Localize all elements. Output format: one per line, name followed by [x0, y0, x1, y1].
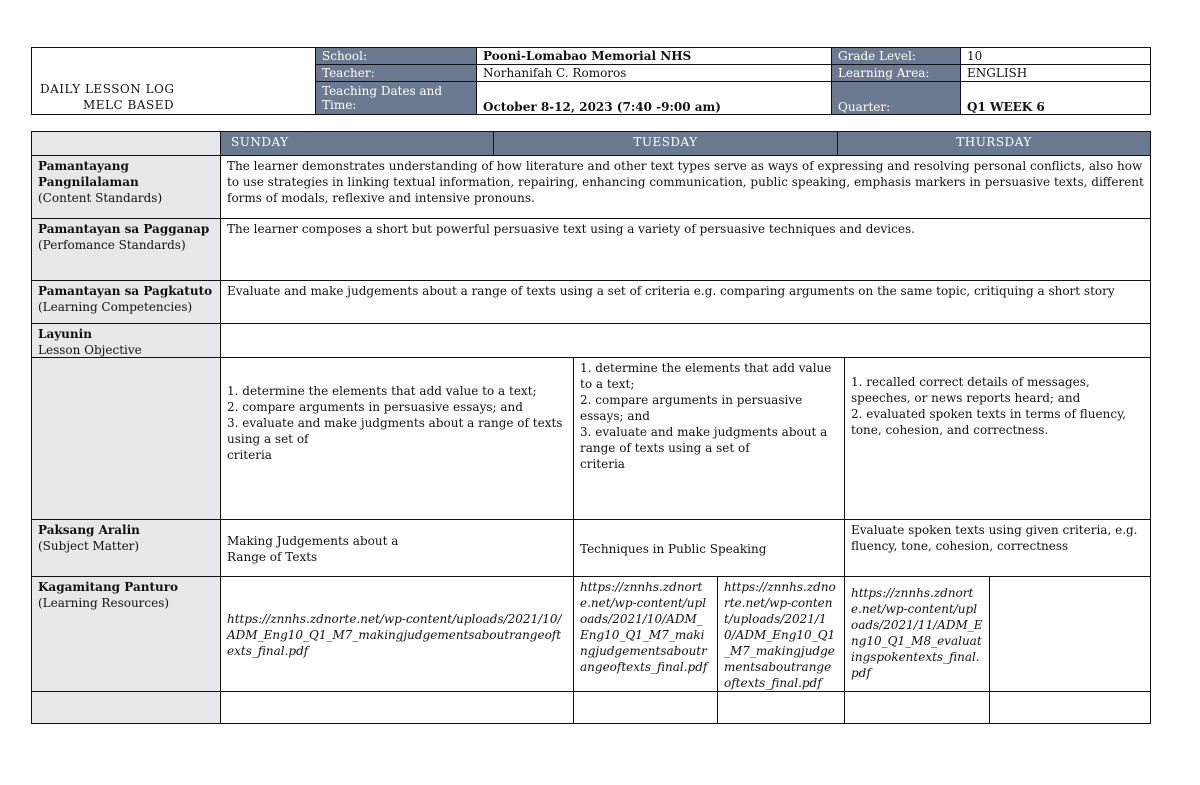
teacher-value: Norhanifah C. Romoros — [476, 64, 832, 82]
last-row-thursday — [844, 691, 990, 724]
objectives-tuesday: 1. determine the elements that add value to a text; 2. compare arguments in persuasive essays; and 3. evaluate and make judgments about a range of texts using a set of criteria — [573, 357, 845, 520]
school-value: Pooni-Lomabao Memorial NHS — [476, 47, 832, 65]
quarter-value: Q1 WEEK 6 — [960, 81, 1151, 115]
performance-standards-sub: (Perfomance Standards) — [38, 238, 186, 252]
objectives-sunday: 1. determine the elements that add value to a text; 2. compare arguments in persuasive essays; and 3. evaluate and make judgments about a range of texts using a set of criteria — [220, 357, 574, 520]
resource-link-sunday[interactable]: https://znnhs.zdnorte.net/wp-content/uploads/2021/10/ADM_Eng10_Q1_M7_makingjudgementsaboutrangeoftexts_final.pdf — [220, 576, 574, 692]
objective-label — [31, 323, 221, 358]
last-row-sunday — [220, 691, 574, 724]
objectives-detail-label — [31, 357, 221, 520]
last-row-extra — [989, 691, 1151, 724]
grade-label: Grade Level: — [831, 47, 961, 65]
subject-tuesday: Techniques in Public Speaking — [573, 519, 845, 577]
subject-matter-title: Paksang Aralin — [38, 523, 140, 537]
resources-label — [31, 576, 221, 692]
area-value: ENGLISH — [960, 64, 1151, 82]
content-standards-label — [31, 155, 221, 219]
resources-sub: (Learning Resources) — [38, 596, 170, 610]
objective-sub: Lesson Objective — [38, 343, 142, 357]
quarter-label: Quarter: — [831, 81, 961, 115]
objective-blank — [220, 323, 1151, 358]
teacher-label: Teacher: — [315, 64, 477, 82]
day-header-blank — [31, 131, 221, 156]
performance-standards-text: The learner composes a short but powerful persuasive text using a variety of persuasive techniques and devices. — [220, 218, 1151, 281]
competencies-title: Pamantayan sa Pagkatuto — [38, 284, 213, 298]
competencies-sub: (Learning Competencies) — [38, 300, 193, 314]
competencies-text: Evaluate and make judgements about a range of texts using a set of criteria e.g. comparing arguments on the same topic, critiquing a short story — [220, 280, 1151, 324]
grade-value: 10 — [960, 47, 1151, 65]
content-standards-title: Pamantayang Pangnilalaman — [38, 159, 139, 189]
area-label: Learning Area: — [831, 64, 961, 82]
performance-standards-title: Pamantayan sa Pagganap — [38, 222, 210, 236]
subject-matter-label — [31, 519, 221, 577]
resource-blank — [989, 576, 1151, 692]
day-tuesday: TUESDAY — [493, 131, 838, 156]
content-standards-sub: (Content Standards) — [38, 191, 163, 205]
last-row-tuesday-b — [717, 691, 845, 724]
content-standards-text: The learner demonstrates understanding of how literature and other text types serve as ways of expressing and resolving personal conflicts, also how to use strategies in linking textual information, repairing, enhancing communication, public speaking, emphasis markers in persuasive texts, different forms of modals, reflexive and intensive pronouns. — [220, 155, 1151, 219]
log-title-line1: DAILY LESSON LOG — [40, 82, 175, 96]
subject-thursday: Evaluate spoken texts using given criteria, e.g. fluency, tone, cohesion, correctness — [844, 519, 1151, 577]
subject-sunday: Making Judgements about a Range of Texts — [220, 519, 574, 577]
log-title-line2: MELC BASED — [83, 98, 175, 112]
performance-standards-label — [31, 218, 221, 281]
resources-title: Kagamitang Panturo — [38, 580, 179, 594]
school-label: School: — [315, 47, 477, 65]
resource-link-tuesday-b[interactable]: https://znnhs.zdnorte.net/wp-content/uploads/2021/10/ADM_Eng10_Q1_M7_makingjudgementsaboutrangeoftexts_final.pdf — [717, 576, 845, 692]
last-row-tuesday-a — [573, 691, 718, 724]
dates-value: October 8-12, 2023 (7:40 -9:00 am) — [476, 81, 832, 115]
resource-link-tuesday-a[interactable]: https://znnhs.zdnorte.net/wp-content/uploads/2021/10/ADM_Eng10_Q1_M7_makingjudgementsaboutrangeoftexts_final.pdf — [573, 576, 718, 692]
day-thursday: THURSDAY — [837, 131, 1151, 156]
competencies-label — [31, 280, 221, 324]
last-row-label — [31, 691, 221, 724]
log-title-box — [31, 47, 316, 115]
resource-link-thursday[interactable]: https://znnhs.zdnorte.net/wp-content/uploads/2021/11/ADM_Eng10_Q1_M8_evaluatingspokentexts_final.pdf — [844, 576, 990, 692]
objectives-thursday: 1. recalled correct details of messages, speeches, or news reports heard; and 2. evaluated spoken texts in terms of fluency, tone, cohesion, and correctness. — [844, 357, 1151, 520]
subject-matter-sub: (Subject Matter) — [38, 539, 140, 553]
objective-title: Layunin — [38, 327, 92, 341]
dates-label: Teaching Dates and Time: — [315, 81, 477, 115]
day-sunday: SUNDAY — [220, 131, 494, 156]
